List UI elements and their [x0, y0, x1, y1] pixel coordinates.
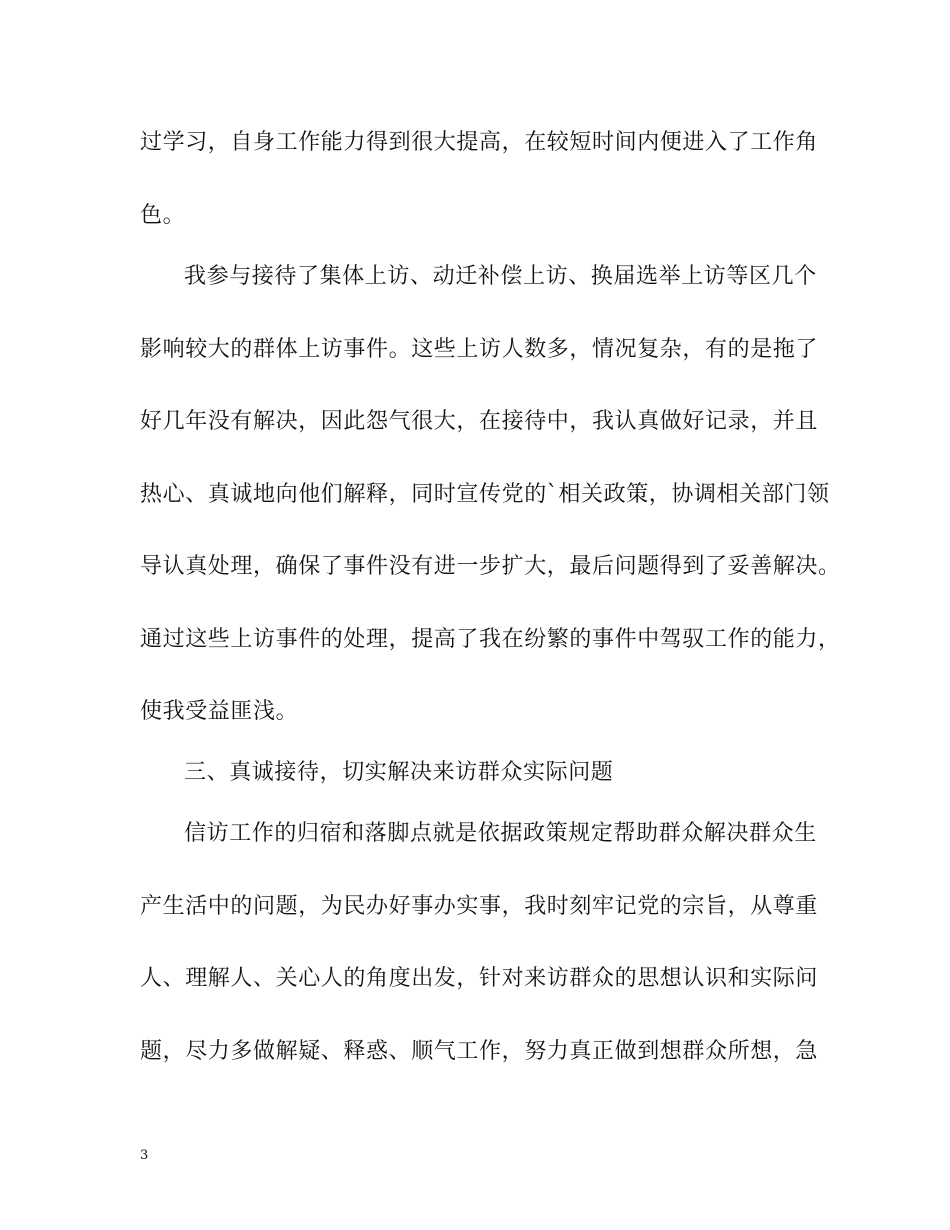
paragraph-line: 通过这些上访事件的处理，提高了我在纷繁的事件中驾驭工作的能力， [140, 627, 841, 652]
paragraph-line: 使我受益匪浅。 [140, 699, 299, 724]
paragraph-line: 色。 [140, 203, 186, 228]
paragraph-line: 产生活中的问题，为民办好事办实事，我时刻牢记党的宗旨，从尊重 [140, 894, 819, 919]
page-number: 3 [140, 1148, 149, 1163]
paragraph-line: 好几年没有解决，因此怨气很大，在接待中，我认真做好记录，并且 [140, 409, 819, 434]
paragraph-line: 导认真处理，确保了事件没有进一步扩大，最后问题得到了妥善解决。 [140, 554, 841, 579]
paragraph-line: 我参与接待了集体上访、动迁补偿上访、换届选举上访等区几个 [184, 264, 817, 289]
paragraph-line: 热心、真诚地向他们解释，同时宣传党的`相关政策，协调相关部门领 [140, 482, 830, 507]
paragraph-line: 影响较大的群体上访事件。这些上访人数多，情况复杂，有的是拖了 [140, 337, 819, 362]
paragraph-line: 人、理解人、关心人的角度出发，针对来访群众的思想认识和实际问 [140, 966, 819, 991]
section-heading: 三、真诚接待，切实解决来访群众实际问题 [184, 760, 614, 785]
paragraph-line: 过学习，自身工作能力得到很大提高，在较短时间内便进入了工作角 [140, 130, 819, 155]
paragraph-line: 信访工作的归宿和落脚点就是依据政策规定帮助群众解决群众生 [184, 821, 817, 846]
paragraph-line: 题，尽力多做解疑、释惑、顺气工作，努力真正做到想群众所想，急 [140, 1039, 819, 1064]
